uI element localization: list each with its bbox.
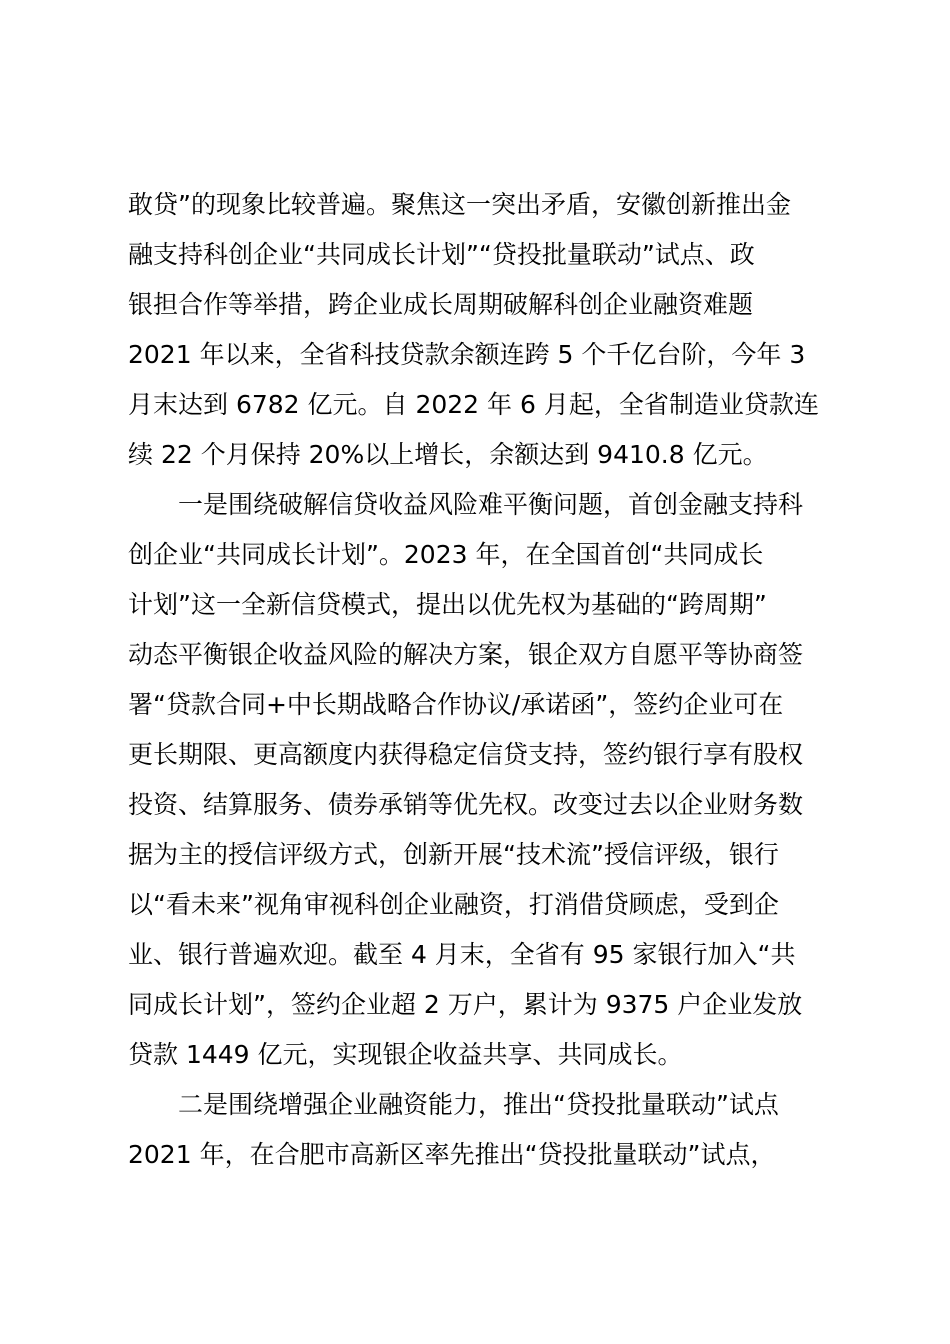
text-line: 2021 年，在合肥市高新区率先推出“贷投批量联动”试点， [128, 1140, 776, 1169]
text-line: 业、银行普遍欢迎。截至 4 月末，全省有 95 家银行加入“共 [128, 940, 796, 969]
text-line: 贷款 1449 亿元，实现银企收益共享、共同成长。 [128, 1040, 683, 1069]
text-line: 敢贷”的现象比较普遍。聚焦这一突出矛盾，安徽创新推出金 [128, 190, 791, 219]
text-line: 署“贷款合同+中长期战略合作协议/承诺函”，签约企业可在 [128, 690, 784, 719]
text-line: 据为主的授信评级方式，创新开展“技术流”授信评级，银行 [128, 840, 779, 869]
body-text [128, 180, 833, 1180]
text-line: 2021 年以来，全省科技贷款余额连跨 5 个千亿台阶，今年 3 [128, 340, 806, 369]
text-line: 同成长计划”，签约企业超 2 万户，累计为 9375 户企业发放 [128, 990, 803, 1019]
paragraph-start-line: 二是围绕增强企业融资能力，推出“贷投批量联动”试点 [178, 1090, 779, 1119]
paragraph-start-line: 一是围绕破解信贷收益风险难平衡问题，首创金融支持科 [178, 490, 804, 519]
text-line: 银担合作等举措，跨企业成长周期破解科创企业融资难题 [128, 290, 754, 319]
text-line: 以“看未来”视角审视科创企业融资，打消借贷顾虑，受到企 [128, 890, 779, 919]
text-line: 计划”这一全新信贷模式，提出以优先权为基础的“跨周期” [128, 590, 767, 619]
text-line: 动态平衡银企收益风险的解决方案，银企双方自愿平等协商签 [128, 640, 804, 669]
text-line: 更长期限、更高额度内获得稳定信贷支持，签约银行享有股权 [128, 740, 804, 769]
text-line: 续 22 个月保持 20%以上增长，余额达到 9410.8 亿元。 [128, 440, 768, 469]
text-line: 融支持科创企业“共同成长计划”“贷投批量联动”试点、政 [128, 240, 755, 269]
text-line: 创企业“共同成长计划”。2023 年，在全国首创“共同成长 [128, 540, 764, 569]
text-line: 投资、结算服务、债券承销等优先权。改变过去以企业财务数 [128, 790, 804, 819]
text-line: 月末达到 6782 亿元。自 2022 年 6 月起，全省制造业贷款连 [128, 390, 819, 419]
